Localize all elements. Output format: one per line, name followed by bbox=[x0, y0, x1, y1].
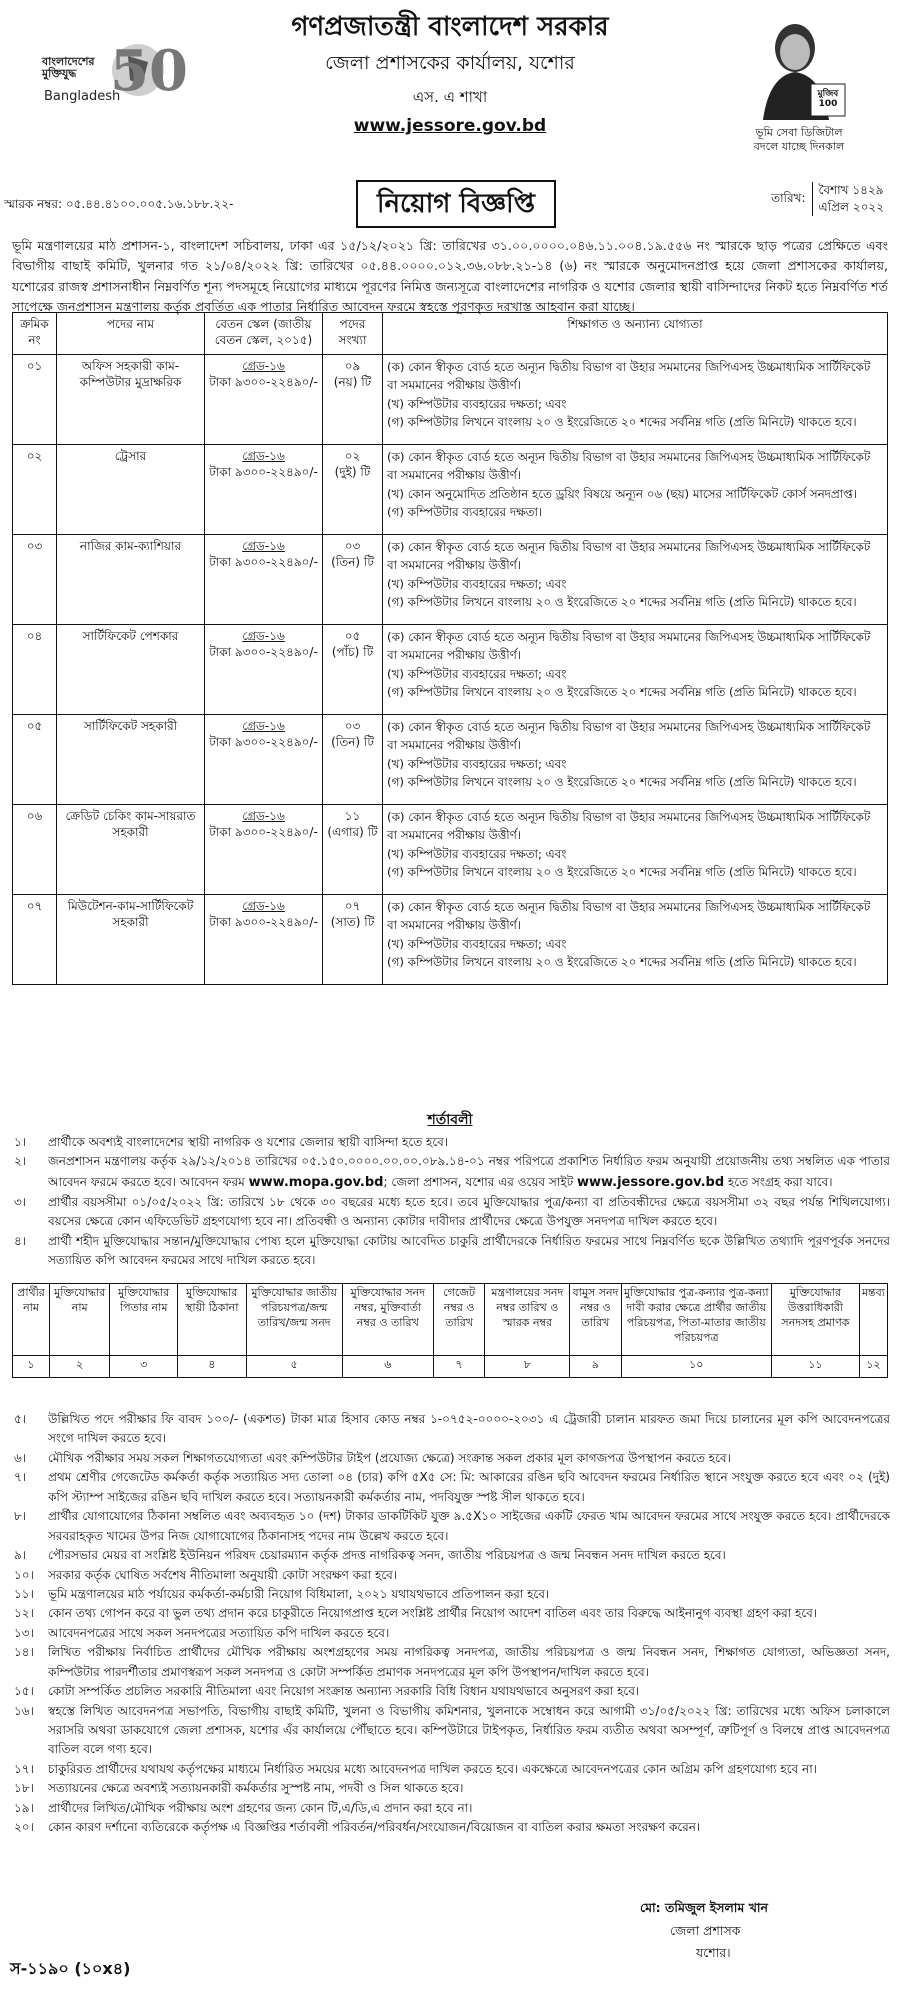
ff-header-cell: মন্তব্য bbox=[859, 1284, 887, 1356]
post-count-number: ০৩ bbox=[344, 719, 361, 733]
header-qualification: শিক্ষাগত ও অন্যান্য যোগ্যতা bbox=[383, 313, 888, 355]
post-count bbox=[323, 625, 383, 715]
post-count-words: (নয়) টি bbox=[333, 375, 372, 390]
post-serial: ০১ bbox=[13, 355, 57, 445]
post-scale bbox=[205, 355, 323, 445]
term-item: ২০। কোন কারণ দর্শানো ব্যতিরেকে কর্তৃপক্ষ এ বিজ্ঞপ্তির শর্তাবলী পরিবর্তন/পরিবর্ধন/সংযোজন/বিয়োজন বা বাতিল করার ক্ষমতা সংরক্ষণ করেন। bbox=[14, 1820, 701, 1835]
posts-body bbox=[13, 355, 888, 985]
post-count bbox=[323, 715, 383, 805]
header-count: পদের সংখ্যা bbox=[323, 313, 383, 355]
post-pay: টাকা ৯৩০০-২২৪৯০/- bbox=[209, 555, 318, 570]
term-item: ১। প্রার্থীকে অবশ্যই বাংলাদেশের স্থায়ী নাগরিক ও যশোর জেলার স্থায়ী বাসিন্দা হতে হবে। bbox=[14, 1135, 449, 1149]
term-item: ১৬। স্বহস্তে লিখিত আবেদনপত্র সভাপতি, বিভাগীয় বাছাই কমিটি, খুলনা ও বিভাগীয় কমিশনার, খুলনাকে সম্বোধন করে আগামী ৩১/০৫/২০২২ খ্রি: তারিখের মধ্যে অফিস চলাকালে সরাসরি অথবা ডাকযোগে জেলা প্রশাসক, যশোর এঁর কার্যালয়ে পৌঁছাতে হবে। কম্পিউটারে টাইপকৃত, নির্ধারিত ফরম ব্যতীত অথবা অসম্পূর্ণ, ত্রুটিপূর্ণ ও বিলম্বে প্রাপ্ত আবেদনপত্র বাতিল বলে গণ্য হবে। bbox=[14, 1703, 890, 1757]
qualification-item: (ক) কোন স্বীকৃত বোর্ড হতে অন্যূন দ্বিতীয় বিভাগ বা উহার সমমানের জিপিএসহ উচ্চমাধ্যমিক সার্টিফিকেট বা সমমানের পরীক্ষায় উত্তীর্ণ। bbox=[387, 540, 871, 573]
ff-header-cell: মুক্তিযোদ্ধার উত্তরাধিকারী সনদসহ প্রমাণক bbox=[771, 1284, 859, 1356]
mujib-logo-text: মুজিব bbox=[817, 89, 839, 99]
ff-number-cell: ৩ bbox=[110, 1356, 177, 1378]
post-serial: ০২ bbox=[13, 445, 57, 535]
post-qualifications bbox=[383, 625, 888, 715]
qualification-item: (খ) কম্পিউটার ব্যবহারের দক্ষতা; এবং bbox=[387, 846, 567, 861]
post-count-number: ০৩ bbox=[344, 539, 361, 553]
header-scale: বেতন স্কেল (জাতীয় বেতন স্কেল, ২০১৫) bbox=[205, 313, 323, 355]
mujib-logo-number: 100 bbox=[818, 98, 838, 109]
freedom-fighter-table bbox=[12, 1283, 888, 1378]
footer-code: স-১১৯০ (১০x৪) bbox=[10, 1959, 131, 1978]
term-item: ১৪। লিখিত পরীক্ষায় নির্বাচিত প্রার্থীদের মৌখিক পরীক্ষায় অংশগ্রহণের সময় নাগরিকত্ব সনদপত্র, জাতীয় পরিচয়পত্র ও জন্ম নিবন্ধন সনদ, শিক্ষাগত যোগ্যতা, অভিজ্ঞতা সনদ, কম্পিউটার পারদর্শীতার প্রমাণস্বরূপ সকল সনদপত্র ও কোটা সম্পর্কিত প্রমাণক সনদপত্রের মূল কপি উপস্থাপন/দাখিল করতে হবে। bbox=[14, 1645, 890, 1679]
ff-number-cell: ২ bbox=[50, 1356, 110, 1378]
post-scale bbox=[205, 625, 323, 715]
terms-title: শর্তাবলী bbox=[427, 1112, 473, 1128]
term-item: ১৭। চাকুরিরত প্রার্থীদের যথাযথ কর্তৃপক্ষের মাধ্যমে নির্ধারিত সময়ের মধ্যে আবেদনপত্র দাখিল করতে হবে। একক্ষেত্রে আবেদনপত্রের কোন অগ্রিম কপি গ্রহণযোগ্য হবে না। bbox=[14, 1761, 817, 1776]
qualification-item: (ক) কোন স্বীকৃত বোর্ড হতে অন্যূন দ্বিতীয় বিভাগ বা উহার সমমানের জিপিএসহ উচ্চমাধ্যমিক সার্টিফিকেট বা সমমানের পরীক্ষায় উত্তীর্ণ। bbox=[387, 900, 871, 933]
portrait-icon bbox=[749, 12, 849, 122]
post-name: সার্টিফিকেট সহকারী bbox=[57, 715, 205, 805]
post-qualifications bbox=[383, 535, 888, 625]
post-qualifications bbox=[383, 445, 888, 535]
ff-header-cell: বামুস সনদ নম্বর ও তারিখ bbox=[570, 1284, 621, 1356]
post-count bbox=[323, 355, 383, 445]
post-pay: টাকা ৯৩০০-২২৪৯০/- bbox=[209, 645, 318, 660]
post-count-words: (তিন) টি bbox=[331, 735, 374, 750]
ff-number-cell: ১১ bbox=[771, 1356, 859, 1378]
post-row bbox=[13, 535, 888, 625]
date-label: তারিখ: bbox=[771, 191, 806, 205]
post-count bbox=[323, 535, 383, 625]
post-name: ক্রেডিট চেকিং কাম-সায়রাত সহকারী bbox=[57, 805, 205, 895]
post-row bbox=[13, 625, 888, 715]
government-title: গণপ্রজাতন্ত্রী বাংলাদেশ সরকার bbox=[291, 12, 609, 42]
ff-header-cell: মুক্তিযোদ্ধার স্থায়ী ঠিকানা bbox=[177, 1284, 246, 1356]
signatory-name: মো: তমিজুল ইসলাম খান bbox=[640, 1900, 769, 1915]
term-item: ৬। মৌখিক পরীক্ষার সময় সকল শিক্ষাগতযোগ্যতা এবং কম্পিউটার টাইপ (প্রযোজ্য ক্ষেত্রে) সংক্রান্ত সকল প্রকার মূল কাগজপত্র উপস্থাপন করতে হবে। bbox=[14, 1450, 731, 1465]
post-count-number: ০৭ bbox=[344, 899, 361, 913]
post-scale bbox=[205, 805, 323, 895]
post-grade: গ্রেড-১৬ bbox=[242, 899, 285, 913]
qualification-item: (গ) কম্পিউটার লিখনে বাংলায় ২০ ও ইংরেজিতে ২০ শব্দের সর্বনিম্ন গতি (প্রতি মিনিটে) থাকতে হবে। bbox=[387, 414, 857, 429]
qualification-item: (ক) কোন স্বীকৃত বোর্ড হতে অন্যূন দ্বিতীয় বিভাগ বা উহার সমমানের জিপিএসহ উচ্চমাধ্যমিক সার্টিফিকেট বা সমমানের পরীক্ষায় উত্তীর্ণ। bbox=[387, 450, 871, 483]
qualification-item: (খ) কম্পিউটার ব্যবহারের দক্ষতা; এবং bbox=[387, 396, 567, 411]
office-name: জেলা প্রশাসকের কার্যালয়, যশোর bbox=[325, 52, 575, 75]
website-link[interactable]: www.jessore.gov.bd bbox=[353, 115, 547, 136]
term-item: ৫। উল্লিখিত পদে পরীক্ষার ফি বাবদ ১০০/- (একশত) টাকা মাত্র হিসাব কোড নম্বর ১-০৭৫২-০০০০-২০৩১ এ ট্রেজারী চালান মারফত জমা দিয়ে চালানের মূল কপি আবেদনপত্রের সংগে দাখিল করতে হবে। bbox=[14, 1412, 890, 1446]
term-item: ৮। প্রার্থীর যোগাযোগের ঠিকানা সম্বলিত এবং অব্যবহৃত ১০ (দশ) টাকার ডাকটিকিট যুক্ত ৯.৫X১০ সাইজের একটি ফেরত খাম আবেদন ফরমের সাথে সংযুক্ত করতে হবে। প্রার্থীদেরকে সরবরাহকৃত খামের উপর নিজ যোগাযোগের ঠিকানাসহ পদের নাম উল্লেখ করতে হবে। bbox=[14, 1509, 890, 1543]
qualification-item: (গ) কম্পিউটার লিখনে বাংলায় ২০ ও ইংরেজিতে ২০ শব্দের সর্বনিম্ন গতি (প্রতি মিনিটে) থাকতে হবে। bbox=[387, 774, 857, 789]
post-serial: ০৪ bbox=[13, 625, 57, 715]
date-box bbox=[771, 182, 884, 216]
post-serial: ০৫ bbox=[13, 715, 57, 805]
post-row bbox=[13, 445, 888, 535]
logo-left-caption: বাংলাদেশের মুক্তিযুদ্ধ bbox=[42, 55, 95, 81]
posts-header-row bbox=[13, 313, 888, 355]
post-scale bbox=[205, 895, 323, 985]
post-count-number: ০৯ bbox=[344, 359, 361, 373]
terms-top bbox=[12, 1133, 890, 1271]
post-serial: ০৬ bbox=[13, 805, 57, 895]
ff-number-cell: ৯ bbox=[570, 1356, 621, 1378]
post-count-number: ০৫ bbox=[344, 629, 361, 643]
qualification-item: (গ) কম্পিউটার লিখনে বাংলায় ২০ ও ইংরেজিতে ২০ শব্দের সর্বনিম্ন গতি (প্রতি মিনিটে) থাকতে হবে। bbox=[387, 594, 857, 609]
slogan: ভূমি সেবা ডিজিটাল বদলে যাচ্ছে দিনকাল bbox=[753, 126, 845, 153]
qualification-item: (ক) কোন স্বীকৃত বোর্ড হতে অন্যূন দ্বিতীয় বিভাগ বা উহার সমমানের জিপিএসহ উচ্চমাধ্যমিক সার্টিফিকেট বা সমমানের পরীক্ষায় উত্তীর্ণ। bbox=[387, 360, 871, 393]
qualification-item: (ক) কোন স্বীকৃত বোর্ড হতে অন্যূন দ্বিতীয় বিভাগ বা উহার সমমানের জিপিএসহ উচ্চমাধ্যমিক সার্টিফিকেট বা সমমানের পরীক্ষায় উত্তীর্ণ। bbox=[387, 810, 871, 843]
post-pay: টাকা ৯৩০০-২২৪৯০/- bbox=[209, 465, 318, 480]
mopa-link[interactable]: www.mopa.gov.bd bbox=[248, 1174, 384, 1190]
ff-header-cell: মুক্তিযোদ্ধার সনদ নম্বর, মুক্তিবার্তা নম্বর ও তারিখ bbox=[342, 1284, 433, 1356]
date-bangla: বৈশাখ ১৪২৯ bbox=[818, 183, 884, 197]
post-row bbox=[13, 805, 888, 895]
post-name: মিউটেশন-কাম-সার্টিফিকেট সহকারী bbox=[57, 895, 205, 985]
qualification-item: (গ) কম্পিউটার লিখনে বাংলায় ২০ ও ইংরেজিতে ২০ শব্দের সর্বনিম্ন গতি (প্রতি মিনিটে) থাকতে হবে। bbox=[387, 864, 857, 879]
post-pay: টাকা ৯৩০০-২২৪৯০/- bbox=[209, 375, 318, 390]
post-qualifications bbox=[383, 355, 888, 445]
post-name: ট্রেসার bbox=[57, 445, 205, 535]
header-serial: ক্রমিক নং bbox=[13, 313, 57, 355]
term-item: ৯। পৌরসভার মেয়র বা সংশ্লিষ্ট ইউনিয়ন পরিষদ চেয়ারম্যান কর্তৃক প্রদত্ত নাগরিকত্ব সনদ, জাতীয় পরিচয়পত্র ও জন্ম নিবন্ধন সনদ দাখিল করতে হবে। bbox=[14, 1548, 726, 1563]
term-item: ১২। কোন তথ্য গোপন করে বা ভুল তথ্য প্রদান করে চাকুরীতে নিয়োগপ্রাপ্ত হলে সংশ্লিষ্ট প্রার্থীর নিয়োগ আদেশ বাতিল এবং তার বিরুদ্ধে আইনানুগ ব্যবস্থা গ্রহণ করা হবে। bbox=[14, 1606, 818, 1621]
post-count-words: (পাঁচ) টি bbox=[331, 645, 374, 660]
post-count bbox=[323, 805, 383, 895]
post-name: নাজির কাম-ক্যাশিয়ার bbox=[57, 535, 205, 625]
post-count bbox=[323, 445, 383, 535]
mujib-100-logo bbox=[724, 12, 874, 154]
post-row bbox=[13, 715, 888, 805]
term-item: ১০। সরকার কর্তৃক ঘোষিত সর্বশেষ নীতিমালা অনুযায়ী কোটা সংরক্ষণ করা হবে। bbox=[14, 1567, 398, 1582]
post-name: অফিস সহকারী কাম-কম্পিউটার মুদ্রাক্ষরিক bbox=[57, 355, 205, 445]
qualification-item: (ক) কোন স্বীকৃত বোর্ড হতে অন্যূন দ্বিতীয় বিভাগ বা উহার সমমানের জিপিএসহ উচ্চমাধ্যমিক সার্টিফিকেট বা সমমানের পরীক্ষায় উত্তীর্ণ। bbox=[387, 630, 871, 663]
post-count-words: (এগার) টি bbox=[327, 825, 378, 840]
date-english: এপ্রিল ২০২২ bbox=[818, 199, 884, 214]
qualification-item: (গ) কম্পিউটার লিখনে বাংলায় ২০ ও ইংরেজিতে ২০ শব্দের সর্বনিম্ন গতি (প্রতি মিনিটে) থাকতে হবে। bbox=[387, 684, 857, 699]
ff-number-cell: ১২ bbox=[859, 1356, 887, 1378]
ff-header-cell: মুক্তিযোদ্ধার পুত্র-কন্যার পুত্র-কন্যা দাবী করার ক্ষেত্রে প্রার্থীর জাতীয় পরিচয়পত্র, পিতা-মাতার জাতীয় পরিচয়পত্র bbox=[621, 1284, 771, 1356]
ff-number-cell: ১০ bbox=[621, 1356, 771, 1378]
notice-title: নিয়োগ বিজ্ঞপ্তি bbox=[356, 180, 556, 228]
qualification-item: (খ) কম্পিউটার ব্যবহারের দক্ষতা; এবং bbox=[387, 666, 567, 681]
post-qualifications bbox=[383, 805, 888, 895]
jessore-link[interactable]: www.jessore.gov.bd bbox=[576, 1174, 725, 1190]
post-grade: গ্রেড-১৬ bbox=[242, 449, 285, 463]
ff-number-row bbox=[13, 1356, 888, 1378]
post-pay: টাকা ৯৩০০-২২৪৯০/- bbox=[209, 915, 318, 930]
qualification-item: (গ) কম্পিউটার লিখনে বাংলায় ২০ ও ইংরেজিতে ২০ শব্দের সর্বনিম্ন গতি (প্রতি মিনিটে) থাকতে হবে। bbox=[387, 954, 857, 969]
post-row bbox=[13, 355, 888, 445]
header-center bbox=[182, 8, 718, 138]
post-qualifications bbox=[383, 715, 888, 805]
post-serial: ০৭ bbox=[13, 895, 57, 985]
branch-name: এস. এ শাখা bbox=[412, 87, 488, 106]
term-item: ১৩। আবেদনপত্রের সাথে সকল সনদপত্রের সত্যায়িত কপি দাখিল করতে হবে। bbox=[14, 1625, 390, 1640]
header bbox=[12, 8, 888, 203]
post-scale bbox=[205, 445, 323, 535]
ff-header-cell: প্রার্থীর নাম bbox=[13, 1284, 50, 1356]
qualification-item: (খ) কম্পিউটার ব্যবহারের দক্ষতা; এবং bbox=[387, 756, 567, 771]
bangladesh-50-logo bbox=[26, 20, 188, 120]
ff-number-cell: ৬ bbox=[342, 1356, 433, 1378]
post-scale bbox=[205, 535, 323, 625]
term-item: ১৫। কোটা সম্পর্কিত প্রচলিত সরকারি নীতিমালা এবং নিয়োগ সংক্রান্ত অন্যান্য সরকারি বিধি বিধান যথাযথভাবে অনুসরণ করা হবে। bbox=[14, 1684, 640, 1699]
post-grade: গ্রেড-১৬ bbox=[242, 359, 285, 373]
qualification-item: (খ) কোন অনুমোদিত প্রতিষ্ঠান হতে ড্রয়িং বিষয়ে অন্যূন ০৬ (ছয়) মাসের সার্টিফিকেট কোর্স সনদপ্রাপ্ত। bbox=[387, 486, 857, 501]
ff-header-cell: মুক্তিযোদ্ধার জাতীয় পরিচয়পত্র/জন্ম তারিখ/জন্ম সনদ bbox=[246, 1284, 342, 1356]
term-item: ২। জনপ্রশাসন মন্ত্রণালয় কর্তৃক ২৯/১২/২০১৪ তারিখের ০৫.১৫০.০০০০.০০.০০.০৮৯.১৪-০১ নম্বর পরিপত্রে প্রকাশিত নির্ধারিত ফরম অনুযায়ী প্রয়োজনীয় তথ্য সম্বলিত এক পাতার আবেদন ফরমে করতে হবে। আবেদন ফরম www.mopa.gov.bd; জেলা প্রশাসন, যশোর এর ওয়েব সাইট www.jessore.gov.bd হতে সংগ্রহ করা যাবে। bbox=[14, 1154, 890, 1190]
post-count-words: (সাত) টি bbox=[330, 915, 375, 930]
terms-bottom bbox=[12, 1410, 890, 1838]
post-count bbox=[323, 895, 383, 985]
qualification-item: (খ) কম্পিউটার ব্যবহারের দক্ষতা; এবং bbox=[387, 936, 567, 951]
signatory-designation: জেলা প্রশাসক bbox=[670, 1922, 741, 1938]
qualification-item: (গ) কম্পিউটার ব্যবহারের দক্ষতা। bbox=[387, 504, 543, 519]
posts-table bbox=[12, 312, 888, 985]
post-count-number: ০২ bbox=[344, 449, 361, 463]
logo-left-number: 50 bbox=[110, 38, 188, 104]
ff-header-cell: মুক্তিযোদ্ধার পিতার নাম bbox=[110, 1284, 177, 1356]
term-item: ১১। ভূমি মন্ত্রণালয়ের মাঠ পর্যায়ের কর্মকর্তা-কর্মচারী নিয়োগ বিধিমালা, ২০২১ যথাযথভাবে প্রতিপালন করা হবে। bbox=[14, 1586, 550, 1601]
term-item: ৭। প্রথম শ্রেণীর গেজেটেড কর্মকর্তা কর্তৃক সত্যায়িত সদ্য তোলা ০৪ (চার) কপি ৫X৫ সে: মি: আকারের রঙিন ছবি আবেদন ফরমের নির্ধারিত স্থানে সংযুক্ত করতে হবে এবং ০২ (দুই) কপি স্ট্যাম্প সাইজের রঙিন ছবি দাখিল করতে হবে। সত্যায়নকারী কর্মকর্তার নাম, পদবিযুক্ত স্পষ্ট সীল থাকতে হবে। bbox=[14, 1470, 890, 1504]
post-row bbox=[13, 895, 888, 985]
term-item: ৪। প্রার্থী শহীদ মুক্তিযোদ্ধার সন্তান/মুক্তিযোদ্ধার পোষ্য হলে মুক্তিযোদ্ধা কোটায় আবেদিত চাকুরি প্রার্থীদেরকে নির্ধারিত ফরমের সাথে নিম্নবর্ণিত ছকে উল্লিখিত তথ্যাদি পূরণপূর্বক সনদের সত্যায়িত কপি আবেদন ফরমের সাথে দাখিল করতে হবে। bbox=[14, 1233, 890, 1268]
post-scale bbox=[205, 715, 323, 805]
post-grade: গ্রেড-১৬ bbox=[242, 719, 285, 733]
ff-header-cell: মুক্তিযোদ্ধার নাম bbox=[50, 1284, 110, 1356]
post-grade: গ্রেড-১৬ bbox=[242, 539, 285, 553]
signatory-place: যশোর। bbox=[696, 1945, 731, 1960]
memo-number: স্মারক নম্বর: ০৫.৪৪.৪১০০.০০৫.১৬.১৮৮.২২- bbox=[4, 197, 234, 211]
ff-number-cell: ৮ bbox=[485, 1356, 570, 1378]
ff-number-cell: ৪ bbox=[177, 1356, 246, 1378]
signature-block bbox=[640, 1897, 880, 1965]
header-post: পদের নাম bbox=[57, 313, 205, 355]
ff-number-cell: ৭ bbox=[433, 1356, 484, 1378]
post-count-words: (দুই) টি bbox=[334, 465, 371, 480]
ff-header-row bbox=[13, 1284, 888, 1356]
ff-header-cell: মন্ত্রণালয়ের সনদ নম্বর তারিখ ও স্মারক নম্বর bbox=[485, 1284, 570, 1356]
qualification-item: (খ) কম্পিউটার ব্যবহারের দক্ষতা; এবং bbox=[387, 576, 567, 591]
post-grade: গ্রেড-১৬ bbox=[242, 629, 285, 643]
ff-number-cell: ৫ bbox=[246, 1356, 342, 1378]
logo-left-text: Bangladesh bbox=[44, 89, 121, 104]
post-count-words: (তিন) টি bbox=[331, 555, 374, 570]
post-grade: গ্রেড-১৬ bbox=[242, 809, 285, 823]
intro-paragraph: ভূমি মন্ত্রণালয়ের মাঠ প্রশাসন-১, বাংলাদেশ সচিবালয়, ঢাকা এর ১৫/১২/২০২১ খ্রি: তারিখের ৩১.০০.০০০০.০৪৬.১১.০০৪.১৯.৫৫৬ নং স্মারকে ছাড় পত্রের প্রেক্ষিতে এবং বিভাগীয় বাছাই কমিটি, খুলনার গত ২১/০৪/২০২২ খ্রি: তারিখের ০৫.৪৪.০০০০.০১২.৩৬.০৮৮.২১-১৪ (৬) নং স্মারকে অনুমোদনপ্রাপ্ত হয়ে জেলা প্রশাসকের কার্যালয়, যশোরের রাজস্ব প্রশাসনাধীন নিম্নবর্ণিত শূন্য পদসমূহে নিয়োগের মাধ্যমে পূরণের নিমিত্ত জন্যসূত্রে বাংলাদেশের নাগরিক ও যশোর জেলার স্থায়ী বাসিন্দাদের নিকট হতে নিম্নবর্ণিত শর্ত সাপেক্ষে জনপ্রশাসন মন্ত্রণালয় কর্তৃক প্রবর্তিত এক পাতার নির্ধারিত আবেদন ফরমে স্বহস্তে পূরণকৃত দরখাস্ত আহবান করা যাচ্ছে। bbox=[12, 238, 888, 315]
ff-header-cell: গেজেট নম্বর ও তারিখ bbox=[433, 1284, 484, 1356]
post-serial: ০৩ bbox=[13, 535, 57, 625]
term-item: ৩। প্রার্থীর বয়সসীমা ০১/০৫/২০২২ খ্রি: তারিখে ১৮ থেকে ৩০ বছরের মধ্যে হতে হবে। তবে মুক্তিযোদ্ধার পুত্র/কন্যা বা প্রতিবন্ধীদের ক্ষেত্রে বয়সসীমা ৩২ বছর পর্যন্ত শিথিলযোগ্য। বয়সের ক্ষেত্রে কোন এফিডেভিট গ্রহণযোগ্য হবে না। প্রতিবন্ধী ও অন্যান্য কোটার দাবীদার প্রার্থীদের ক্ষেত্রে উপযুক্ত সনদপত্র দাখিল করতে হবে। bbox=[14, 1194, 890, 1229]
term-item: ১৯। প্রার্থীদের লিখিত/মৌখিক পরীক্ষায় অংশ গ্রহণের জন্য কোন টি,এ/ডি,এ প্রদান করা হবে না। bbox=[14, 1800, 473, 1815]
post-name: সার্টিফিকেট পেশকার bbox=[57, 625, 205, 715]
post-pay: টাকা ৯৩০০-২২৪৯০/- bbox=[209, 825, 318, 840]
post-count-number: ১১ bbox=[344, 809, 361, 823]
ff-number-cell: ১ bbox=[13, 1356, 50, 1378]
qualification-item: (ক) কোন স্বীকৃত বোর্ড হতে অন্যূন দ্বিতীয় বিভাগ বা উহার সমমানের জিপিএসহ উচ্চমাধ্যমিক সার্টিফিকেট বা সমমানের পরীক্ষায় উত্তীর্ণ। bbox=[387, 720, 871, 753]
post-pay: টাকা ৯৩০০-২২৪৯০/- bbox=[209, 735, 318, 750]
term-item: ১৮। সত্যায়নের ক্ষেত্রে অবশ্যই সত্যায়নকারী কর্মকর্তার সুস্পষ্ট নাম, পদবী ও সিল থাকতে হবে। bbox=[14, 1781, 464, 1796]
post-qualifications bbox=[383, 895, 888, 985]
